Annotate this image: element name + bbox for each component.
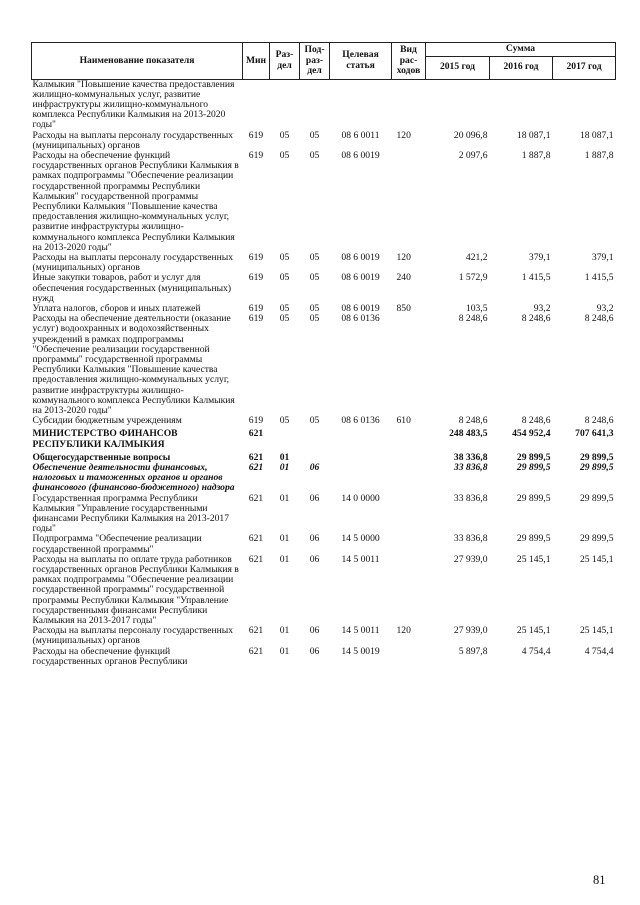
cell-razdel: 05: [279, 313, 290, 325]
cell-statya: [330, 426, 392, 449]
header-year-2015: 2015 год: [426, 56, 490, 79]
cell-podrazdel: [300, 426, 330, 449]
cell-min: 619: [248, 302, 264, 314]
cell-min: 619: [248, 415, 264, 427]
cell-2016: 29 899,5: [516, 462, 551, 474]
header-statya: Целевая статья: [330, 43, 392, 80]
cell-name: Иные закупки товаров, работ и услуг для обеспечения государственных (муниципальных) нужд: [32, 272, 232, 304]
cell-podrazdel: 05: [309, 313, 320, 325]
cell-2015: 38 336,8: [453, 451, 488, 463]
cell-2016: 29 899,5: [516, 492, 551, 504]
cell-2015: 421,2: [465, 251, 488, 263]
cell-2015: 27 939,0: [453, 553, 488, 565]
table-row: [32, 534, 616, 554]
cell-podrazdel: 06: [309, 462, 320, 474]
cell-name: Уплата налогов, сборов и иных платежей: [32, 302, 201, 314]
cell-podrazdel: 06: [309, 553, 320, 565]
cell-2017: 18 087,1: [579, 129, 614, 141]
budget-table: [31, 42, 616, 667]
table-row: [32, 555, 616, 626]
cell-name: Расходы на обеспечение деятельности (оказание услуг) водоохранных и водохозяйственных учреждений в рамках подпрограммы "Обеспечение реализации государственной программы" государственной программы Республики Калмыкия "Повышение качества предоставления жилищно-коммунальных услуг, развитие инфраструктуры жилищно-коммунального комплекса Республики Калмыкия на 2013-2020 годы": [32, 313, 235, 416]
cell-min: 619: [248, 129, 264, 141]
cell-2015: 33 836,8: [453, 492, 488, 504]
cell-2017: 93,2: [596, 302, 614, 314]
cell-2015: 2 097,6: [458, 149, 488, 161]
cell-2017: 25 145,1: [579, 625, 614, 637]
cell-2015: [426, 79, 490, 131]
cell-name: Расходы на выплаты персоналу государственных (муниципальных) органов: [32, 129, 234, 151]
cell-2016: 1 887,8: [521, 149, 551, 161]
cell-podrazdel: [300, 79, 330, 131]
cell-vid: 610: [396, 415, 411, 427]
header-razdel: Раз- дел: [270, 43, 300, 80]
table-row: [32, 626, 616, 646]
cell-2017: 1 415,5: [584, 272, 614, 284]
cell-2017: 8 248,6: [584, 313, 614, 325]
cell-podrazdel: 06: [309, 645, 320, 657]
cell-min: 621: [248, 533, 264, 545]
cell-2015: 5 897,8: [458, 645, 488, 657]
cell-2016: 25 145,1: [516, 625, 551, 637]
cell-statya: [330, 79, 392, 131]
cell-2017: 25 145,1: [579, 553, 614, 565]
cell-2017: [553, 79, 616, 131]
cell-razdel: 05: [279, 129, 290, 141]
cell-min: 621: [248, 553, 264, 565]
table-body: [32, 79, 616, 667]
cell-razdel: 01: [279, 451, 290, 463]
cell-vid: [392, 555, 426, 626]
cell-podrazdel: 05: [309, 415, 320, 427]
cell-2017: 29 899,5: [579, 451, 614, 463]
cell-vid: 120: [396, 129, 411, 141]
cell-statya: 14 5 0011: [341, 553, 380, 565]
cell-statya: 08 6 0019: [341, 251, 380, 263]
cell-podrazdel: 05: [309, 302, 320, 314]
header-summa: Сумма: [426, 43, 616, 57]
budget-table-container: [31, 42, 615, 667]
cell-vid: 850: [396, 302, 411, 314]
cell-min: 619: [248, 313, 264, 325]
cell-razdel: 01: [279, 462, 290, 474]
cell-min: 621: [248, 492, 264, 504]
cell-vid: 120: [396, 625, 411, 637]
cell-2017: 379,1: [591, 251, 614, 263]
cell-statya: 08 6 0136: [341, 313, 380, 325]
table-row: [32, 494, 616, 535]
table-header: [32, 43, 616, 80]
cell-name: Расходы на обеспечение функций государственных органов Республики: [32, 645, 188, 667]
cell-statya: 14 0 0000: [341, 492, 380, 504]
cell-statya: 14 5 0000: [341, 533, 380, 545]
cell-min: 619: [248, 272, 264, 284]
cell-podrazdel: 05: [309, 129, 320, 141]
cell-2016: 29 899,5: [516, 451, 551, 463]
cell-razdel: [270, 426, 300, 449]
cell-2017: 29 899,5: [579, 492, 614, 504]
cell-razdel: 05: [279, 272, 290, 284]
cell-statya: 14 5 0019: [341, 645, 380, 657]
cell-2017: 1 887,8: [584, 149, 614, 161]
cell-name: МИНИСТЕРСТВО ФИНАНСОВ РЕСПУБЛИКИ КАЛМЫКИЯ: [32, 428, 178, 450]
cell-statya: 08 6 0136: [341, 415, 380, 427]
cell-vid: [392, 79, 426, 131]
header-name: Наименование показателя: [32, 43, 243, 80]
cell-podrazdel: 06: [309, 625, 320, 637]
header-vid: Вид рас- ходов: [392, 43, 426, 80]
cell-razdel: 01: [279, 625, 290, 637]
cell-2017: 4 754,4: [584, 645, 614, 657]
cell-vid: [392, 450, 426, 463]
cell-statya: [330, 450, 392, 463]
table-row: [32, 416, 616, 426]
cell-podrazdel: 06: [309, 492, 320, 504]
cell-podrazdel: 05: [309, 251, 320, 263]
cell-vid: [392, 151, 426, 253]
cell-razdel: 01: [279, 533, 290, 545]
cell-razdel: 01: [279, 645, 290, 657]
cell-name: Субсидии бюджетным учреждениям: [32, 415, 182, 427]
cell-razdel: 05: [279, 251, 290, 263]
cell-name: Обеспечение деятельности финансовых, налоговых и таможенных органов и органов финансового (финансово-бюджетного) надзора: [32, 462, 235, 494]
header-year-2017: 2017 год: [553, 56, 616, 79]
cell-name: Расходы на выплаты персоналу государственных (муниципальных) органов: [32, 625, 234, 647]
cell-2015: 33 836,8: [453, 462, 488, 474]
cell-name: Расходы на выплаты персоналу государственных (муниципальных) органов: [32, 251, 234, 274]
table-row: [32, 273, 616, 304]
header-podrazdel: Под- раз- дел: [300, 43, 330, 80]
cell-2015: 20 096,8: [453, 129, 488, 141]
cell-razdel: 05: [279, 149, 290, 161]
cell-2016: 29 899,5: [516, 533, 551, 545]
cell-min: [243, 79, 270, 131]
cell-2015: 248 483,5: [449, 428, 488, 440]
cell-vid: [392, 494, 426, 535]
cell-2016: 454 952,4: [512, 428, 551, 440]
table-row: [32, 647, 616, 667]
cell-razdel: 01: [279, 492, 290, 504]
cell-statya: 08 6 0019: [341, 302, 380, 314]
table-row: [32, 131, 616, 151]
cell-statya: 14 5 0011: [341, 625, 380, 637]
cell-razdel: [270, 79, 300, 131]
cell-min: 621: [248, 645, 264, 657]
cell-vid: [392, 426, 426, 449]
table-row: [32, 253, 616, 273]
cell-2016: 93,2: [533, 302, 551, 314]
cell-2015: 103,5: [465, 302, 488, 314]
cell-2016: 8 248,6: [521, 415, 551, 427]
table-row: [32, 151, 616, 253]
cell-2016: 4 754,4: [521, 645, 551, 657]
cell-2015: 8 248,6: [458, 313, 488, 325]
cell-vid: [392, 534, 426, 554]
cell-2016: 25 145,1: [516, 553, 551, 565]
cell-2016: 8 248,6: [521, 313, 551, 325]
cell-2017: 8 248,6: [584, 415, 614, 427]
cell-2017: 29 899,5: [579, 533, 614, 545]
cell-statya: [330, 463, 392, 494]
cell-2017: 707 641,3: [575, 428, 614, 440]
cell-razdel: 05: [279, 302, 290, 314]
cell-statya: 08 6 0011: [341, 129, 380, 141]
table-row: [32, 314, 616, 416]
cell-2015: 33 836,8: [453, 533, 488, 545]
header-min: Мин: [243, 43, 270, 80]
cell-2017: 29 899,5: [579, 462, 614, 474]
cell-vid: 120: [396, 251, 411, 263]
cell-vid: [392, 647, 426, 667]
cell-name: Общегосударственные вопросы: [32, 451, 171, 463]
cell-name: Подпрограмма "Обеспечение реализации государственной программы": [32, 533, 202, 555]
cell-podrazdel: 05: [309, 149, 320, 161]
cell-2016: [490, 79, 553, 131]
cell-2015: 27 939,0: [453, 625, 488, 637]
cell-min: 619: [248, 251, 264, 263]
cell-podrazdel: 06: [309, 533, 320, 545]
cell-2015: 8 248,6: [458, 415, 488, 427]
cell-min: 621: [248, 625, 264, 637]
cell-vid: [392, 314, 426, 416]
cell-vid: [392, 463, 426, 494]
cell-statya: 08 6 0019: [341, 149, 380, 161]
table-row: [32, 463, 616, 494]
cell-min: 621: [248, 428, 264, 440]
cell-2015: 1 572,9: [458, 272, 488, 284]
table-row: [32, 426, 616, 449]
cell-min: 619: [248, 149, 264, 161]
cell-min: 621: [248, 462, 264, 474]
cell-name: Расходы на выплаты по оплате труда работников государственных органов Республики Калмыкия в рамках подпрограммы "Обеспечение реализации государственной программы" государственной программы Республики Калмыкия "Управление государственными финансами Республики Калмыкия на 2013-2017 годы": [32, 553, 239, 627]
cell-min: 621: [248, 451, 264, 463]
cell-2016: 18 087,1: [516, 129, 551, 141]
cell-name: Расходы на обеспечение функций государственных органов Республики Калмыкия в рамках подпрограммы "Обеспечение реализации государственной программы Республики Калмыкия" государственной программы Республики Калмыкия "Повышение качества предоставления жилищно-коммунальных услуг, развитие инфраструктуры жилищно-коммунального комплекса Республики Калмыкия на 2013-2020 годы": [32, 149, 239, 253]
cell-razdel: 01: [279, 553, 290, 565]
cell-razdel: 05: [279, 415, 290, 427]
cell-2016: 1 415,5: [521, 272, 551, 284]
cell-2016: 379,1: [528, 251, 551, 263]
cell-statya: 08 6 0019: [341, 272, 380, 284]
table-row: [32, 79, 616, 131]
cell-name: Калмыкия "Повышение качества предоставления жилищно-коммунальных услуг, развитие инфраструктуры жилищно-коммунального комплекса Республики Калмыкия на 2013-2020 годы": [32, 78, 235, 131]
header-year-2016: 2016 год: [490, 56, 553, 79]
cell-name: Государственная программа Республики Калмыкия "Управление государственными финансами Республики Калмыкия на 2013-2017 годы": [32, 492, 230, 535]
cell-podrazdel: 05: [309, 272, 320, 284]
page-number: 81: [593, 873, 606, 887]
cell-vid: 240: [396, 272, 411, 284]
